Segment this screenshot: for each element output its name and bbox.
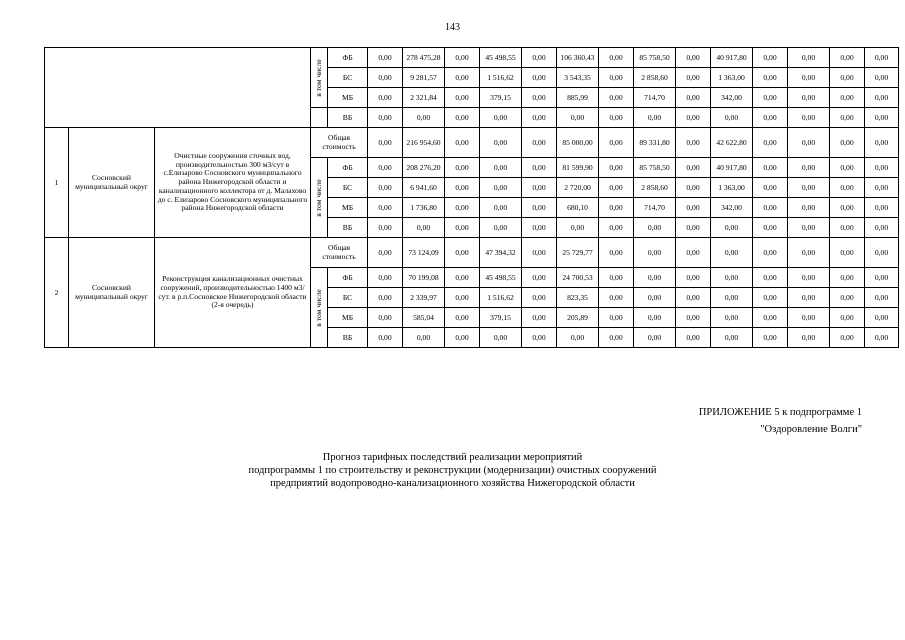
value-cell: 0,00 <box>368 108 403 128</box>
value-cell: 0,00 <box>753 48 788 68</box>
value-cell: 0,00 <box>830 158 865 178</box>
value-cell: 0,00 <box>865 198 899 218</box>
value-cell: 885,99 <box>557 88 599 108</box>
value-cell: 24 700,53 <box>557 268 599 288</box>
in-that-number-text: в том числе <box>314 58 324 97</box>
value-cell: 0,00 <box>830 328 865 348</box>
total-value-cell: 47 394,32 <box>480 238 522 268</box>
total-value-cell: 0,00 <box>865 238 899 268</box>
source-label: МБ <box>328 198 368 218</box>
value-cell: 81 599,90 <box>557 158 599 178</box>
value-cell: 0,00 <box>522 308 557 328</box>
value-cell: 0,00 <box>522 268 557 288</box>
total-value-cell: 0,00 <box>830 128 865 158</box>
value-cell: 0,00 <box>788 308 830 328</box>
value-cell: 0,00 <box>865 328 899 348</box>
value-cell: 0,00 <box>557 218 599 238</box>
value-cell: 0,00 <box>522 108 557 128</box>
total-value-cell: 0,00 <box>830 238 865 268</box>
value-cell: 0,00 <box>711 308 753 328</box>
value-cell: 0,00 <box>711 328 753 348</box>
value-cell: 0,00 <box>522 48 557 68</box>
value-cell: 0,00 <box>634 268 676 288</box>
value-cell: 0,00 <box>445 308 480 328</box>
value-cell: 0,00 <box>788 218 830 238</box>
value-cell: 0,00 <box>830 198 865 218</box>
value-cell: 0,00 <box>788 328 830 348</box>
value-cell: 0,00 <box>865 268 899 288</box>
value-cell: 0,00 <box>676 328 711 348</box>
value-cell: 0,00 <box>557 108 599 128</box>
total-value-cell: 0,00 <box>788 238 830 268</box>
appendix-label <box>699 404 862 438</box>
value-cell: 0,00 <box>753 268 788 288</box>
value-cell: 0,00 <box>753 108 788 128</box>
value-cell: 0,00 <box>599 268 634 288</box>
value-cell: 0,00 <box>480 108 522 128</box>
source-label: ФБ <box>328 268 368 288</box>
tariff-table <box>44 47 899 348</box>
value-cell: 6 941,60 <box>403 178 445 198</box>
value-cell: 0,00 <box>599 198 634 218</box>
value-cell: 0,00 <box>753 198 788 218</box>
value-cell: 0,00 <box>445 328 480 348</box>
value-cell: 0,00 <box>522 198 557 218</box>
value-cell: 0,00 <box>445 68 480 88</box>
value-cell: 0,00 <box>788 288 830 308</box>
value-cell: 0,00 <box>753 288 788 308</box>
value-cell: 0,00 <box>368 198 403 218</box>
value-cell: 0,00 <box>753 88 788 108</box>
value-cell: 0,00 <box>403 108 445 128</box>
value-cell: 2 858,60 <box>634 178 676 198</box>
value-cell: 85 758,50 <box>634 158 676 178</box>
project-district: Сосновский муниципальный округ <box>69 238 155 348</box>
value-cell: 0,00 <box>445 218 480 238</box>
value-cell: 0,00 <box>368 308 403 328</box>
value-cell: 0,00 <box>634 308 676 328</box>
value-cell: 0,00 <box>599 48 634 68</box>
value-cell: 0,00 <box>522 158 557 178</box>
value-cell: 0,00 <box>830 48 865 68</box>
value-cell: 0,00 <box>522 218 557 238</box>
value-cell: 0,00 <box>522 328 557 348</box>
value-cell: 0,00 <box>599 178 634 198</box>
value-cell: 0,00 <box>676 198 711 218</box>
value-cell: 0,00 <box>676 218 711 238</box>
value-cell: 585,04 <box>403 308 445 328</box>
total-cost-label: Общая стоимость <box>311 128 368 158</box>
value-cell: 0,00 <box>830 288 865 308</box>
appendix-line-1: ПРИЛОЖЕНИЕ 5 к подпрограмме 1 <box>698 407 862 418</box>
value-cell: 0,00 <box>403 218 445 238</box>
value-cell: 0,00 <box>676 48 711 68</box>
value-cell: 0,00 <box>676 308 711 328</box>
table-row-total <box>45 238 899 268</box>
value-cell: 0,00 <box>599 158 634 178</box>
project-number: 2 <box>45 238 69 348</box>
value-cell: 0,00 <box>753 68 788 88</box>
value-cell: 0,00 <box>753 158 788 178</box>
value-cell: 40 917,80 <box>711 158 753 178</box>
value-cell: 0,00 <box>788 158 830 178</box>
total-value-cell: 0,00 <box>445 128 480 158</box>
value-cell: 0,00 <box>830 308 865 328</box>
value-cell: 0,00 <box>676 68 711 88</box>
value-cell: 0,00 <box>676 158 711 178</box>
total-value-cell: 0,00 <box>865 128 899 158</box>
value-cell: 2 321,84 <box>403 88 445 108</box>
value-cell: 0,00 <box>865 178 899 198</box>
value-cell: 0,00 <box>480 158 522 178</box>
value-cell: 0,00 <box>368 68 403 88</box>
value-cell: 106 360,43 <box>557 48 599 68</box>
value-cell: 0,00 <box>557 328 599 348</box>
total-value-cell: 0,00 <box>480 128 522 158</box>
value-cell: 0,00 <box>445 288 480 308</box>
value-cell: 0,00 <box>445 88 480 108</box>
value-cell: 0,00 <box>788 88 830 108</box>
value-cell: 823,35 <box>557 288 599 308</box>
value-cell: 0,00 <box>676 268 711 288</box>
value-cell: 0,00 <box>830 178 865 198</box>
value-cell: 0,00 <box>368 218 403 238</box>
total-value-cell: 0,00 <box>522 128 557 158</box>
value-cell: 0,00 <box>865 88 899 108</box>
total-value-cell: 73 124,09 <box>403 238 445 268</box>
total-value-cell: 0,00 <box>445 238 480 268</box>
project-description: Реконструкция канализационных очистных сооружений, производительностью 1400 м3/сут. в р.п.Сосновское Нижегородской области (2-я очередь) <box>155 238 311 348</box>
appendix-line-2: "Оздоровление Волги" <box>760 424 862 435</box>
value-cell: 208 276,20 <box>403 158 445 178</box>
value-cell: 0,00 <box>599 108 634 128</box>
in-that-number-label <box>311 158 328 238</box>
table-row <box>45 48 899 68</box>
value-cell: 0,00 <box>865 108 899 128</box>
in-that-number-text: в том числе <box>314 288 324 327</box>
total-cost-label: Общая стоимость <box>311 238 368 268</box>
value-cell: 0,00 <box>711 218 753 238</box>
value-cell: 0,00 <box>865 158 899 178</box>
value-cell: 0,00 <box>753 308 788 328</box>
value-cell: 0,00 <box>830 218 865 238</box>
project-description: Очистные сооружения сточных вод, производительностью 300 м3/сут в с.Елизарово Сосновского муниципального района Нижегородской области и канализационного коллектора от д. Малахово до с. Елизарово Сосновского муниципального района Нижегородской области <box>155 128 311 238</box>
value-cell: 342,00 <box>711 198 753 218</box>
value-cell: 342,00 <box>711 88 753 108</box>
value-cell: 0,00 <box>403 328 445 348</box>
value-cell: 0,00 <box>599 218 634 238</box>
value-cell: 0,00 <box>368 178 403 198</box>
value-cell: 0,00 <box>676 88 711 108</box>
page-number: 143 <box>445 22 460 33</box>
total-value-cell: 0,00 <box>788 128 830 158</box>
value-cell: 205,89 <box>557 308 599 328</box>
value-cell: 0,00 <box>634 218 676 238</box>
total-value-cell: 0,00 <box>711 238 753 268</box>
heading-line-1: Прогноз тарифных последствий реализации мероприятий <box>322 452 583 463</box>
value-cell: 0,00 <box>368 328 403 348</box>
value-cell: 0,00 <box>865 48 899 68</box>
source-label: ВБ <box>328 328 368 348</box>
value-cell: 0,00 <box>830 88 865 108</box>
value-cell: 278 475,28 <box>403 48 445 68</box>
value-cell: 0,00 <box>865 308 899 328</box>
source-label: БС <box>328 288 368 308</box>
value-cell: 0,00 <box>634 108 676 128</box>
value-cell: 0,00 <box>599 308 634 328</box>
value-cell: 0,00 <box>788 268 830 288</box>
total-value-cell: 0,00 <box>753 238 788 268</box>
value-cell: 714,70 <box>634 198 676 218</box>
value-cell: 0,00 <box>522 178 557 198</box>
value-cell: 680,10 <box>557 198 599 218</box>
value-cell: 1 736,80 <box>403 198 445 218</box>
value-cell: 45 498,55 <box>480 268 522 288</box>
total-value-cell: 0,00 <box>753 128 788 158</box>
total-value-cell: 0,00 <box>599 238 634 268</box>
value-cell: 0,00 <box>865 218 899 238</box>
value-cell: 0,00 <box>830 68 865 88</box>
value-cell: 2 858,60 <box>634 68 676 88</box>
source-label: БС <box>328 68 368 88</box>
value-cell: 2 720,00 <box>557 178 599 198</box>
in-that-number-label <box>311 268 328 348</box>
source-label: ВБ <box>328 218 368 238</box>
value-cell: 0,00 <box>753 328 788 348</box>
value-cell: 0,00 <box>599 68 634 88</box>
value-cell: 0,00 <box>830 108 865 128</box>
value-cell: 3 543,35 <box>557 68 599 88</box>
value-cell: 1 363,00 <box>711 178 753 198</box>
in-that-number-text: в том числе <box>314 178 324 217</box>
value-cell: 0,00 <box>599 328 634 348</box>
heading-line-2: подпрограммы 1 по строительству и реконструкции (модернизации) очистных сооружений <box>248 465 657 476</box>
value-cell: 0,00 <box>480 218 522 238</box>
value-cell: 0,00 <box>368 158 403 178</box>
source-label: МБ <box>328 88 368 108</box>
value-cell: 0,00 <box>676 178 711 198</box>
value-cell: 2 339,97 <box>403 288 445 308</box>
value-cell: 0,00 <box>445 158 480 178</box>
value-cell: 0,00 <box>788 108 830 128</box>
total-value-cell: 0,00 <box>368 238 403 268</box>
value-cell: 0,00 <box>599 88 634 108</box>
value-cell: 0,00 <box>368 48 403 68</box>
value-cell: 0,00 <box>480 198 522 218</box>
value-cell: 0,00 <box>865 68 899 88</box>
total-value-cell: 89 331,80 <box>634 128 676 158</box>
total-value-cell: 0,00 <box>522 238 557 268</box>
empty-cell <box>311 108 328 128</box>
source-label: ФБ <box>328 158 368 178</box>
value-cell: 0,00 <box>445 108 480 128</box>
value-cell: 0,00 <box>368 288 403 308</box>
value-cell: 1 363,00 <box>711 68 753 88</box>
value-cell: 45 498,55 <box>480 48 522 68</box>
value-cell: 0,00 <box>634 288 676 308</box>
value-cell: 1 516,62 <box>480 288 522 308</box>
value-cell: 0,00 <box>599 288 634 308</box>
total-value-cell: 25 729,77 <box>557 238 599 268</box>
value-cell: 0,00 <box>788 198 830 218</box>
total-value-cell: 216 954,60 <box>403 128 445 158</box>
value-cell: 70 199,08 <box>403 268 445 288</box>
value-cell: 85 758,50 <box>634 48 676 68</box>
value-cell: 0,00 <box>711 288 753 308</box>
value-cell: 0,00 <box>445 48 480 68</box>
value-cell: 1 516,62 <box>480 68 522 88</box>
value-cell: 0,00 <box>753 218 788 238</box>
value-cell: 40 917,80 <box>711 48 753 68</box>
value-cell: 0,00 <box>788 48 830 68</box>
heading-line-3: предприятий водопроводно-канализационного хозяйства Нижегородской области <box>270 478 635 489</box>
source-label: МБ <box>328 308 368 328</box>
value-cell: 0,00 <box>522 88 557 108</box>
value-cell: 379,15 <box>480 88 522 108</box>
source-label: БС <box>328 178 368 198</box>
total-value-cell: 42 622,80 <box>711 128 753 158</box>
value-cell: 714,70 <box>634 88 676 108</box>
value-cell: 0,00 <box>445 178 480 198</box>
project-number: 1 <box>45 128 69 238</box>
value-cell: 0,00 <box>480 328 522 348</box>
value-cell: 0,00 <box>788 68 830 88</box>
total-value-cell: 85 000,00 <box>557 128 599 158</box>
value-cell: 0,00 <box>445 198 480 218</box>
total-value-cell: 0,00 <box>676 238 711 268</box>
value-cell: 0,00 <box>368 88 403 108</box>
total-value-cell: 0,00 <box>634 238 676 268</box>
value-cell: 0,00 <box>865 288 899 308</box>
table-row-total <box>45 128 899 158</box>
source-label: ВБ <box>328 108 368 128</box>
value-cell: 0,00 <box>711 268 753 288</box>
empty-cell <box>45 48 311 128</box>
value-cell: 0,00 <box>711 108 753 128</box>
value-cell: 379,15 <box>480 308 522 328</box>
total-value-cell: 0,00 <box>676 128 711 158</box>
value-cell: 0,00 <box>480 178 522 198</box>
value-cell: 0,00 <box>522 288 557 308</box>
value-cell: 0,00 <box>368 268 403 288</box>
in-that-number-label <box>311 48 328 108</box>
value-cell: 0,00 <box>788 178 830 198</box>
total-value-cell: 0,00 <box>368 128 403 158</box>
value-cell: 0,00 <box>676 108 711 128</box>
value-cell: 0,00 <box>753 178 788 198</box>
value-cell: 0,00 <box>445 268 480 288</box>
value-cell: 0,00 <box>830 268 865 288</box>
project-district: Сосновский муниципальный округ <box>69 128 155 238</box>
value-cell: 0,00 <box>522 68 557 88</box>
value-cell: 0,00 <box>634 328 676 348</box>
document-heading <box>0 451 905 490</box>
total-value-cell: 0,00 <box>599 128 634 158</box>
source-label: ФБ <box>328 48 368 68</box>
value-cell: 0,00 <box>676 288 711 308</box>
value-cell: 9 281,57 <box>403 68 445 88</box>
